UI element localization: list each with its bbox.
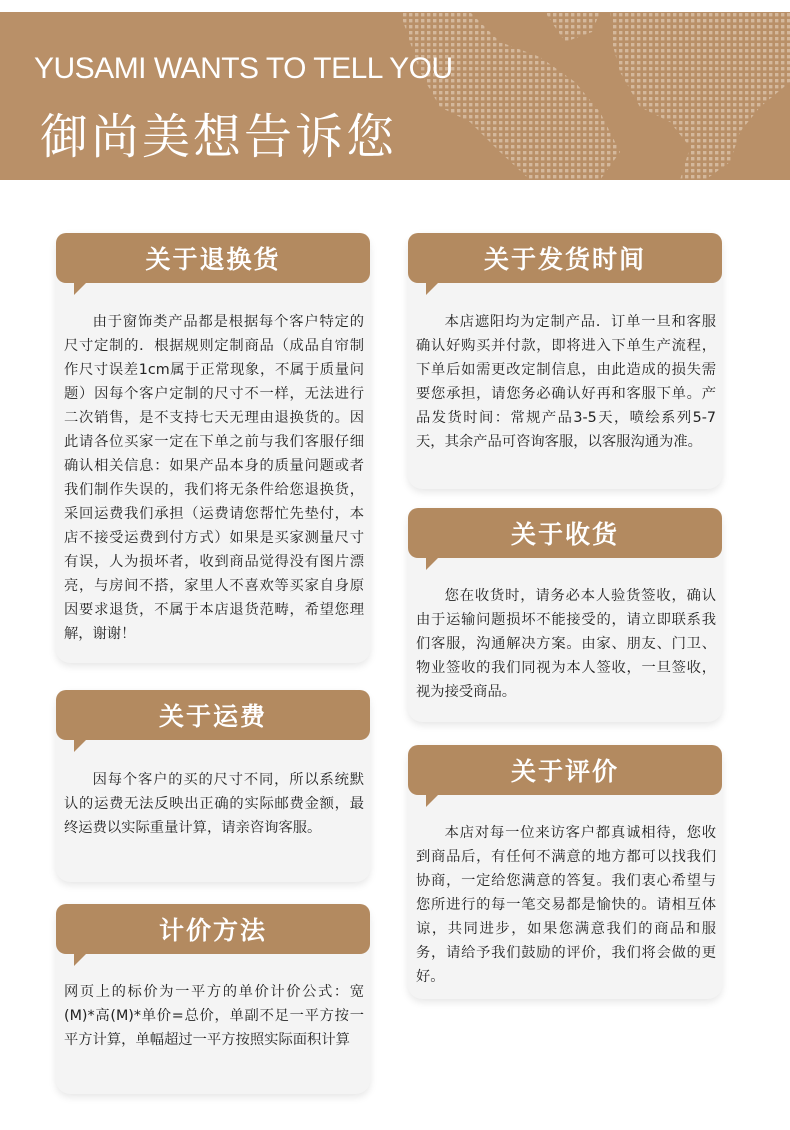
returns-title: 关于退换货 (56, 233, 370, 283)
shipping-fee-card (56, 690, 370, 882)
receiving-body: 您在收货时，请务必本人验货签收，确认由于运输问题损坏不能接受的，请立即联系我们客服，沟通解决方案。由家、朋友、门卫、物业签收的我们同视为本人签收，一旦签收，视为接受商品。 (416, 588, 716, 700)
receiving-title: 关于收货 (408, 508, 722, 558)
reviews-body: 本店对每一位来访客户都真诚相待，您收到商品后，有任何不满意的地方都可以找我们协商，一定给您满意的答复。我们衷心希望与您所进行的每一笔交易都是愉快的。请相互体谅，共同进步，如果您满意我们的商品和服务，请给予我们鼓励的评价，我们将会做的更好。 (416, 825, 716, 985)
returns-body: 由于窗饰类产品都是根据每个客户特定的尺寸定制的．根据规则定制商品（成品自帘制作尺寸误差1cm属于正常现象，不属于质量问题）因每个客户定制的尺寸不一样，无法进行二次销售，是不支持七天无理由退换货的。因此请各位买家一定在下单之前与我们客服仔细确认相关信息：如果产品本身的质量问题或者我们制作失误的，我们将无条件给您退换货，采回运费我们承担（运费请您帮忙先垫付，本店不接受运费到付方式）如果是买家测量尺寸有误，人为损坏者，收到商品觉得没有图片漂亮，与房间不搭，家里人不喜欢等买家自身原因要求退货，不属于本店退货范畴，希望您理解，谢谢！ (64, 314, 364, 642)
pricing-title: 计价方法 (56, 904, 370, 954)
shipping-fee-title: 关于运费 (56, 690, 370, 740)
banner-title-cn: 御尚美想告诉您 (40, 109, 398, 165)
reviews-title-tail (426, 795, 438, 807)
receiving-title-tail (426, 558, 438, 570)
pricing-body: 网页上的标价为一平方的单价计价公式：宽(M)*高(M)*单价=总价，单副不足一平方按一平方计算，单幅超过一平方按照实际面积计算 (64, 984, 364, 1048)
shipping-fee-body: 因每个客户的买的尺寸不同，所以系统默认的运费无法反映出正确的实际邮费金额，最终运费以实际重量计算，请亲咨询客服。 (64, 772, 364, 836)
delivery-time-card (408, 233, 722, 489)
shipping-fee-title-tail (74, 740, 86, 752)
top-banner (0, 12, 790, 180)
delivery-time-title-tail (426, 283, 438, 295)
banner-title-en: YUSAMI WANTS TO TELL YOU (34, 52, 453, 85)
delivery-time-title: 关于发货时间 (408, 233, 722, 283)
pricing-card (56, 904, 370, 1094)
pricing-title-tail (74, 954, 86, 966)
reviews-card (408, 745, 722, 999)
returns-card (56, 233, 370, 663)
returns-title-tail (74, 283, 86, 295)
delivery-time-body: 本店遮阳均为定制产品．订单一旦和客服确认好购买并付款，即将进入下单生产流程，下单后如需更改定制信息，由此造成的损失需要您承担，请您务必确认好再和客服下单。产品发货时间：常规产品3-5天，喷绘系列5-7天，其余产品可咨询客服，以客服沟通为准。 (416, 314, 716, 450)
reviews-title: 关于评价 (408, 745, 722, 795)
receiving-card (408, 508, 722, 722)
